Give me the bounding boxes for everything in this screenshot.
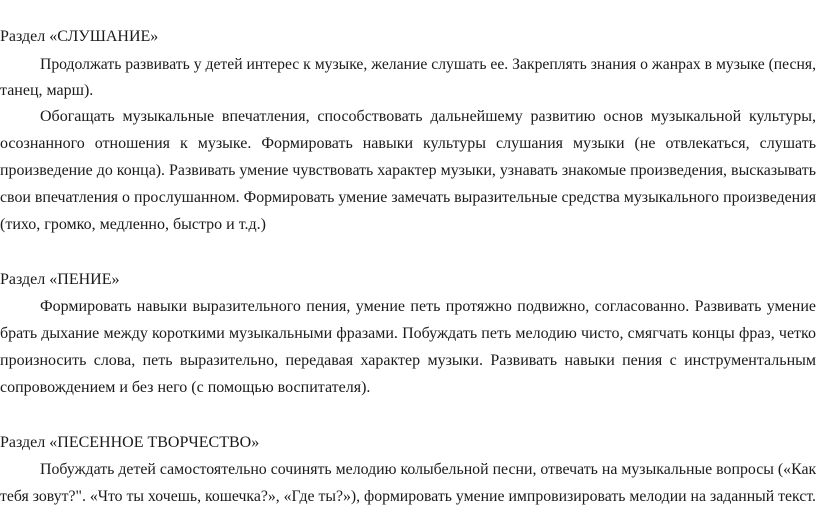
paragraph-line: тебя зовут?". «Что ты хочешь, кошечка?», «Где ты?»), формировать умение импровизировать мелодии на заданный текст. (0, 488, 816, 505)
paragraph-line: свои впечатления о прослушанном. Формировать умение замечать выразительные средства музыкального произведения (0, 189, 816, 206)
paragraph-line: брать дыхание между короткими музыкальными фразами. Побуждать петь мелодию чисто, смягчать концы фраз, четко (0, 325, 816, 342)
section-heading-singing: Раздел «ПЕНИЕ» (0, 271, 120, 288)
paragraph-line: Продолжать развивать у детей интерес к музыке, желание слушать ее. Закреплять знания о жанрах в музыке (песня, (40, 56, 816, 73)
paragraph-line: осознанного отношения к музыке. Формировать навыки культуры слушания музыки (не отвлекаться, слушать (0, 135, 816, 152)
section-heading-song-creativity: Раздел «ПЕСЕННОЕ ТВОРЧЕСТВО» (0, 434, 260, 451)
paragraph-line: (тихо, громко, медленно, быстро и т.д.) (0, 216, 266, 233)
paragraph-line: произносить слова, петь выразительно, передавая характер музыки. Развивать навыки пения с инструментальным (0, 352, 816, 369)
paragraph-line: произведение до конца). Развивать умение чувствовать характер музыки, узнавать знакомые произведения, высказывать (0, 162, 816, 179)
paragraph-line: Обогащать музыкальные впечатления, способствовать дальнейшему развитию основ музыкальной культуры, (40, 108, 816, 125)
paragraph-line: Формировать навыки выразительного пения, умение петь протяжно подвижно, согласованно. Развивать умение (40, 298, 816, 315)
section-heading-listening: Раздел «СЛУШАНИЕ» (0, 28, 159, 45)
paragraph-line: танец, марш). (0, 82, 94, 99)
paragraph-line: Побуждать детей самостоятельно сочинять мелодию колыбельной песни, отвечать на музыкальные вопросы («Как (40, 461, 816, 478)
paragraph-line: сопровождением и без него (с помощью воспитателя). (0, 379, 371, 396)
